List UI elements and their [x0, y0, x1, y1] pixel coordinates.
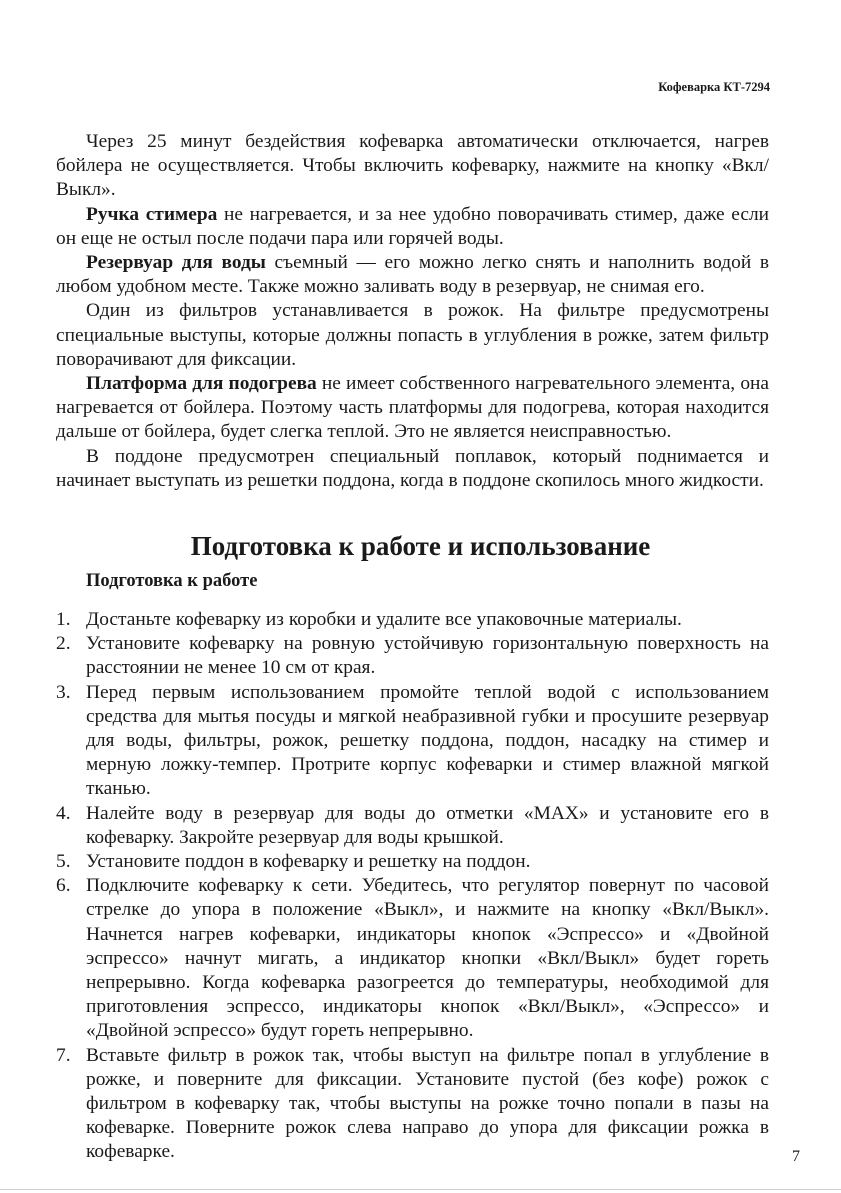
- step-number: 4.: [56, 802, 71, 824]
- list-item: [56, 681, 769, 802]
- paragraph-steamer-handle: [56, 203, 769, 251]
- paragraph-water-tank: [56, 251, 769, 299]
- paragraph-lead: Ручка стимера: [86, 203, 218, 225]
- paragraph-auto-off: [56, 130, 769, 203]
- list-item: [56, 850, 769, 874]
- step-text: Налейте воду в резервуар для воды до отметки «MAX» и установите его в кофеварку. Закройте резервуар для воды крышкой.: [86, 802, 769, 848]
- step-number: 6.: [56, 875, 71, 897]
- step-text: Подключите кофеварку к сети. Убедитесь, что регулятор повернут по часовой стрелке до упора в положение «Выкл», и нажмите на кнопку «Вкл/Выкл». Начнется нагрев кофеварки, индикаторы кнопок «Эспрессо» и «Двойной эспрессо» начнут мигать, а индикатор кнопки «Вкл/Выкл» будет гореть непрерывно. Когда кофеварка разогреется до температуры, необходимой для приготовления эспрессо, индикаторы кнопок «Вкл/Выкл», «Эспрессо» и «Двойной эспрессо» будут гореть непрерывно.: [86, 875, 769, 1042]
- step-text: Перед первым использованием промойте теплой водой с использованием средства для мытья посуды и мягкой неабразивной губки и просушите резервуар для воды, фильтры, рожок, решетку поддона, поддон, насадку на стимер и мерную ложку-темпер. Протрите корпус кофеварки и стимер влажной мягкой тканью.: [86, 681, 769, 800]
- step-number: 1.: [56, 609, 71, 630]
- paragraph-text: не имеет собственного нагревательного элемента, она нагревается от бойлера. Поэтому часть платформы для подогрева, которая находится дальше от бойлера, будет слегка теплой. Это не является неисправностью.: [56, 373, 769, 443]
- paragraph-text: В поддоне предусмотрен специальный поплавок, который поднимается и начинает выступать из решетки поддона, когда в поддоне скопилось много жидкости.: [56, 445, 769, 491]
- subsection-title: Подготовка к работе: [86, 571, 258, 591]
- intro-text: [56, 130, 769, 493]
- step-number: 3.: [56, 681, 71, 703]
- paragraph-filters: [56, 299, 769, 372]
- paragraph-warming-platform: [56, 372, 769, 445]
- paragraph-text: Через 25 минут бездействия кофеварка автоматически отключается, нагрев бойлера не осуществляется. Чтобы включить кофеварку, нажмите на кнопку «Вкл/Выкл».: [56, 131, 769, 201]
- list-item: [56, 1044, 769, 1165]
- list-item: [56, 874, 769, 1043]
- paragraph-lead: Резервуар для воды: [86, 252, 266, 274]
- bottom-divider: [0, 1189, 841, 1190]
- paragraph-text: съемный — его можно легко снять и наполнить водой в любом удобном месте. Также можно заливать воду в резервуар, не снимая его.: [56, 252, 769, 298]
- preparation-steps: [56, 608, 769, 1165]
- step-text: Установите кофеварку на ровную устойчивую горизонтальную поверхность на расстоянии не менее 10 см от края.: [86, 633, 769, 679]
- list-item: [56, 632, 769, 680]
- paragraph-lead: Платформа для подогрева: [86, 373, 317, 395]
- paragraph-text: Один из фильтров устанавливается в рожок. На фильтре предусмотрены специальные выступы, которые должны попасть в углубления в рожке, затем фильтр поворачивают для фиксации.: [56, 300, 769, 370]
- running-header: Кофеварка КТ-7294: [658, 80, 770, 94]
- step-number: 5.: [56, 851, 71, 873]
- paragraph-text: не нагревается, и за нее удобно поворачивать стимер, даже если он еще не остыл после подачи пара или горячей воды.: [56, 203, 769, 249]
- step-number: 7.: [56, 1044, 71, 1066]
- step-number: 2.: [56, 633, 71, 655]
- list-item: [56, 802, 769, 850]
- section-title: Подготовка к работе и использование: [190, 531, 651, 561]
- step-text: Установите поддон в кофеварку и решетку на поддон.: [86, 851, 531, 873]
- paragraph-drip-tray: [56, 445, 769, 493]
- list-item: [56, 608, 769, 632]
- page-number: 7: [792, 1148, 800, 1165]
- step-text: Достаньте кофеварку из коробки и удалите все упаковочные материалы.: [86, 609, 682, 630]
- step-text: Вставьте фильтр в рожок так, чтобы выступ на фильтре попал в углубление в рожке, и поверните для фиксации. Установите пустой (без кофе) рожок с фильтром в кофеварку так, чтобы выступы на рожке точно попали в пазы на кофеварке. Поверните рожок слева направо до упора для фиксации рожка в кофеварке.: [86, 1044, 769, 1163]
